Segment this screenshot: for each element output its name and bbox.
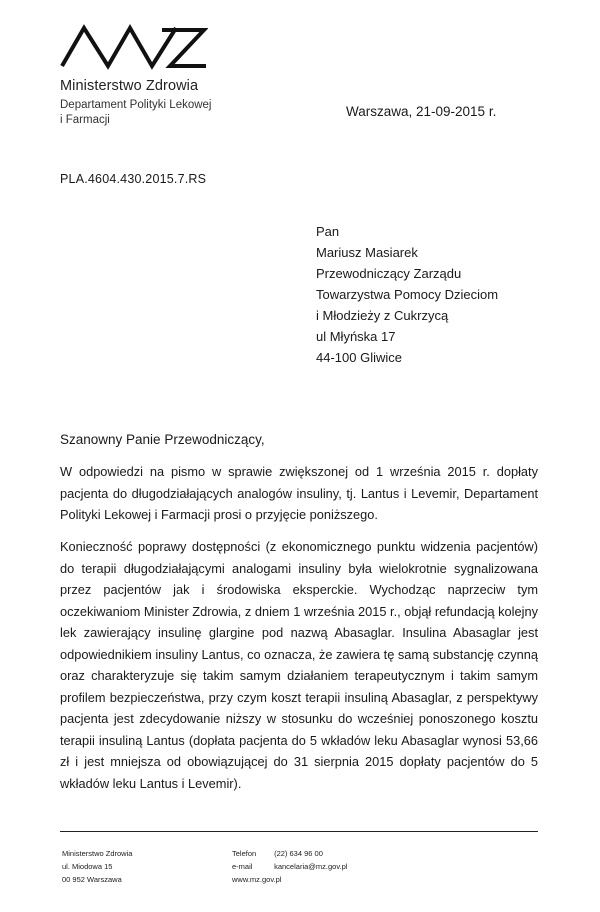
recipient-line: Towarzystwa Pomocy Dzieciom (316, 287, 499, 302)
ministry-logo-icon (58, 22, 208, 74)
reference-number: PLA.4604.430.2015.7.RS (60, 172, 207, 186)
recipient-line: ul Młyńska 17 (316, 329, 396, 344)
footer-email: kancelaria@mz.gov.pl (274, 862, 348, 871)
footer-phone-label: Telefon (232, 849, 257, 858)
footer-email-label: e-mail (232, 862, 253, 871)
footer-org: Ministerstwo Zdrowia (62, 849, 133, 858)
place-date: Warszawa, 21-09-2015 r. (346, 104, 497, 119)
recipient-line: Pan (316, 224, 340, 239)
footer-phone: (22) 634 96 00 (274, 849, 323, 858)
footer-divider (60, 831, 538, 832)
recipient-line: i Młodzieży z Cukrzycą (316, 308, 449, 323)
footer-phone-row (232, 847, 347, 860)
recipient-line: Mariusz Masiarek (316, 245, 418, 260)
org-name: Ministerstwo Zdrowia (60, 78, 199, 94)
footer-contact (232, 847, 347, 886)
footer-address (62, 847, 132, 886)
body-paragraph-1: W odpowiedzi na pismo w sprawie zwiększonej od 1 września 2015 r. dopłaty pacjenta do długodziałających analogów insuliny, tj. Lantus i Levemir, Departament Polityki Lekowej i Farmacji prosi o przyjęcie poniższego. (60, 464, 538, 522)
recipient-line: Przewodniczący Zarządu (316, 266, 462, 281)
recipient-line: 44-100 Gliwice (316, 350, 402, 365)
footer-website: www.mz.gov.pl (232, 875, 282, 884)
footer-city: 00 952 Warszawa (62, 875, 122, 884)
department-line-2: i Farmacji (60, 114, 110, 126)
department-line-1: Departament Polityki Lekowej (60, 99, 212, 111)
body-paragraph-2: Konieczność poprawy dostępności (z ekonomicznego punktu widzenia pacjentów) do terapii długodziałającymi analogami insuliny była wielokrotnie sygnalizowana przez pacjentów jak i środowiska eksperckie. Wychodząc naprzeciw tym oczekiwaniom Minister Zdrowia, z dniem 1 września 2015 r., objął refundacją kolejny lek zawierający insulinę glargine pod nazwą Abasaglar. Insulina Abasaglar jest odpowiednikiem insuliny Lantus, co oznacza, że zawiera tę samą substancję czynną oraz charakteryzuje się takim samym działaniem terapeutycznym i takim samym profilem bezpieczeństwa, przy czym koszt terapii insuliną Abasaglar, z perspektywy pacjenta jest zdecydowanie niższy w stosunku do wcześniej ponoszonego kosztu terapii insuliną Lantus (dopłata pacjenta do 5 wkładów leku Abasaglar wynosi 53,66 zł i jest mniejsza od obowiązującej do 31 sierpnia 2015 dopłaty pacjentów do 5 wkładów leku Lantus i Levemir). (60, 539, 539, 791)
footer-email-row (232, 860, 347, 873)
salutation: Szanowny Panie Przewodniczący, (60, 432, 265, 447)
footer-street: ul. Miodowa 15 (62, 862, 113, 871)
